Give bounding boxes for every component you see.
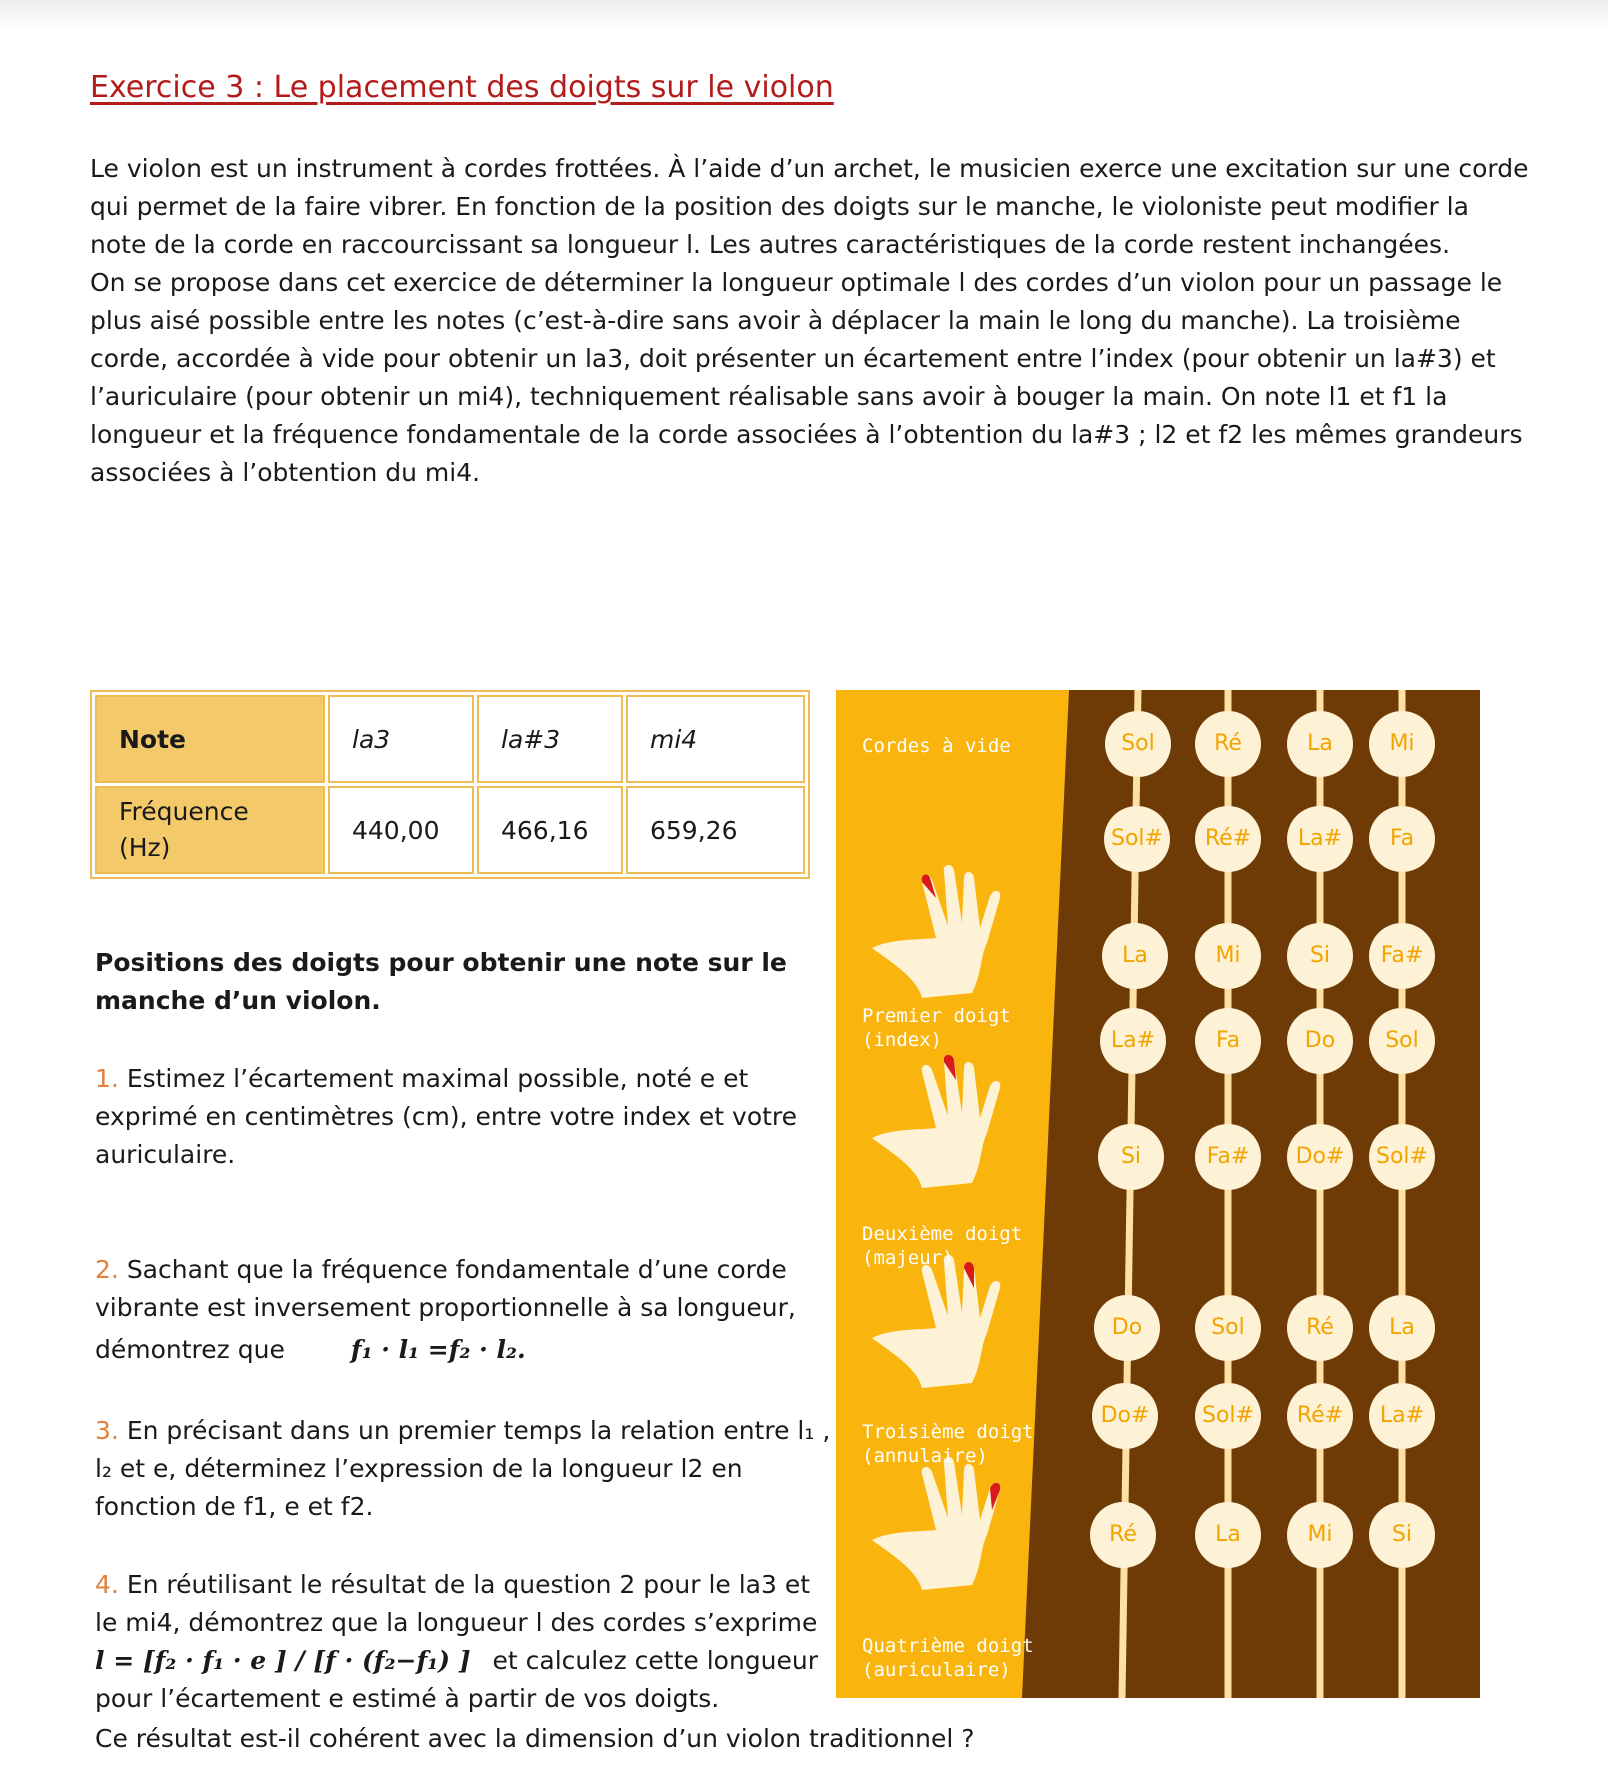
- note-circle: Ré#: [1195, 806, 1261, 872]
- note-circle: Mi: [1195, 923, 1261, 989]
- table-cell-line: Fréquence: [119, 797, 249, 826]
- question-text: En réutilisant le résultat de la question 2 pour le la3 et: [126, 1570, 811, 1599]
- note-circle: Fa#: [1195, 1124, 1261, 1190]
- note-circle: Sol#: [1195, 1383, 1261, 1449]
- note-circle: Si: [1369, 1502, 1435, 1568]
- label-first-finger: [862, 1004, 1011, 1052]
- formula: l = [f₂ · f₁ · e ] / [f · (f₂−f₁) ]: [95, 1646, 471, 1675]
- label-text: Troisième doigt: [862, 1421, 1034, 1443]
- question-line: [95, 1331, 835, 1369]
- question-number: 4.: [95, 1570, 119, 1599]
- table-cell: Note: [95, 695, 325, 783]
- question-text: Sachant que la fréquence fondamentale d’une corde: [126, 1255, 787, 1284]
- label-third-finger: [862, 1420, 1034, 1468]
- intro-paragraph-1: Le violon est un instrument à cordes frottées. À l’aide d’un archet, le musicien exerce une excitation sur une corde qui permet de la faire vibrer. En fonction de la position des doigts sur le manche, le violoniste peut modifier la note de la corde en raccourcissant sa longueur l. Les autres caractéristiques de la corde restent inchangées.: [90, 154, 1529, 259]
- question-text: pour l’écartement e estimé à partir de vos doigts.: [95, 1684, 720, 1713]
- question-1: [95, 1060, 835, 1174]
- table-cell: [95, 786, 325, 874]
- question-text: Estimez l’écartement maximal possible, noté e et: [126, 1064, 749, 1093]
- note-circle: Sol: [1195, 1295, 1261, 1361]
- question-line: [95, 1412, 835, 1450]
- question-text: fonction de f1, e et f2.: [95, 1492, 374, 1521]
- label-text: (annulaire): [862, 1445, 988, 1467]
- hand-ring-icon: [872, 1255, 1000, 1388]
- question-line: [95, 1251, 835, 1289]
- table-row: [95, 695, 805, 783]
- question-number: 3.: [95, 1416, 119, 1445]
- question-text: l₂ et e, déterminez l’expression de la longueur l2 en: [95, 1454, 743, 1483]
- label-text: (index): [862, 1029, 943, 1051]
- note-circle: Sol: [1369, 1008, 1435, 1074]
- table-row: [95, 786, 805, 874]
- label-second-finger: [862, 1222, 1022, 1270]
- positions-title-line: Positions des doigts pour obtenir une note sur le: [95, 948, 787, 977]
- note-circle: Do: [1094, 1295, 1160, 1361]
- question-text: démontrez que: [95, 1335, 285, 1364]
- question-text: vibrante est inversement proportionnelle à sa longueur,: [95, 1293, 796, 1322]
- positions-title-line: manche d’un violon.: [95, 986, 381, 1015]
- note-circle: Do#: [1287, 1124, 1353, 1190]
- note-circle: Do: [1287, 1008, 1353, 1074]
- label-text: (majeur): [862, 1247, 954, 1269]
- note-circle: Fa#: [1369, 923, 1435, 989]
- note-circle: La: [1195, 1502, 1261, 1568]
- question-text: et calculez cette longueur: [492, 1646, 819, 1675]
- top-bar: [0, 0, 1608, 30]
- intro-paragraph-2: On se propose dans cet exercice de déterminer la longueur optimale l des cordes d’un violon pour un passage le plus aisé possible entre les notes (c’est-à-dire sans avoir à déplacer la main le long du manche). La troisième corde, accordée à vide pour obtenir un la3, doit présenter un écartement entre l’index (pour obtenir un la#3) et l’auriculaire (pour obtenir un mi4), techniquement réalisable sans avoir à bouger la main. On note l1 et f1 la longueur et la fréquence fondamentale de la corde associées à l’obtention du la#3 ; l2 et f2 les mêmes grandeurs associées à l’obtention du mi4.: [90, 268, 1523, 487]
- table-cell: mi4: [626, 695, 805, 783]
- note-circle: Ré: [1195, 711, 1261, 777]
- question-text: auriculaire.: [95, 1140, 236, 1169]
- fingerboard-diagram: [836, 690, 1480, 1698]
- table-cell: la#3: [477, 695, 623, 783]
- note-circle: Ré#: [1287, 1383, 1353, 1449]
- note-circle: La: [1369, 1295, 1435, 1361]
- formula: f₁ · l₁ =f₂ · l₂.: [350, 1335, 526, 1364]
- note-circle: Mi: [1287, 1502, 1353, 1568]
- note-circle: Do#: [1092, 1383, 1158, 1449]
- question-line: [95, 1060, 835, 1098]
- positions-title: [95, 944, 835, 1020]
- intro-text: [90, 150, 1530, 492]
- exercise-title: Exercice 3 : Le placement des doigts sur le violon: [90, 70, 834, 105]
- note-circle: Fa: [1369, 806, 1435, 872]
- hand-little-icon: [872, 1457, 1000, 1590]
- table-cell: la3: [328, 695, 474, 783]
- note-circle: La#: [1100, 1008, 1166, 1074]
- note-circle: La#: [1287, 806, 1353, 872]
- note-circle: La#: [1369, 1383, 1435, 1449]
- note-circle: Mi: [1369, 711, 1435, 777]
- note-circle: Si: [1287, 923, 1353, 989]
- note-circle: Ré: [1287, 1295, 1353, 1361]
- note-circle: La: [1287, 711, 1353, 777]
- note-circle: Fa: [1195, 1008, 1261, 1074]
- note-circle: Ré: [1090, 1502, 1156, 1568]
- table-cell-line: (Hz): [119, 833, 171, 862]
- table-cell: 440,00: [328, 786, 474, 874]
- question-number: 1.: [95, 1064, 119, 1093]
- note-circle: Si: [1098, 1124, 1164, 1190]
- label-text: (auriculaire): [862, 1659, 1011, 1681]
- label-fourth-finger: [862, 1634, 1034, 1682]
- question-line: [95, 1642, 855, 1680]
- final-question: Ce résultat est-il cohérent avec la dimension d’un violon traditionnel ?: [95, 1724, 975, 1753]
- table-cell: 466,16: [477, 786, 623, 874]
- note-circle: Sol#: [1369, 1124, 1435, 1190]
- question-number: 2.: [95, 1255, 119, 1284]
- note-circle: Sol#: [1104, 806, 1170, 872]
- question-text: En précisant dans un premier temps la relation entre l₁ ,: [126, 1416, 831, 1445]
- label-text: Quatrième doigt: [862, 1635, 1034, 1657]
- question-4: [95, 1566, 855, 1718]
- question-2: [95, 1251, 835, 1369]
- question-3: [95, 1412, 835, 1526]
- label-text: Deuxième doigt: [862, 1223, 1023, 1245]
- note-circle: La: [1102, 923, 1168, 989]
- label-text: Premier doigt: [862, 1005, 1011, 1027]
- question-line: [95, 1566, 855, 1604]
- question-text: exprimé en centimètres (cm), entre votre index et votre: [95, 1102, 798, 1131]
- hand-index-icon: [872, 865, 1000, 998]
- table-cell: 659,26: [626, 786, 805, 874]
- label-open-strings: Cordes à vide: [862, 735, 1011, 757]
- question-text: le mi4, démontrez que la longueur l des cordes s’exprime: [95, 1608, 818, 1637]
- note-circle: Sol: [1105, 711, 1171, 777]
- frequency-table: [90, 690, 810, 879]
- hand-middle-icon: [872, 1055, 1000, 1188]
